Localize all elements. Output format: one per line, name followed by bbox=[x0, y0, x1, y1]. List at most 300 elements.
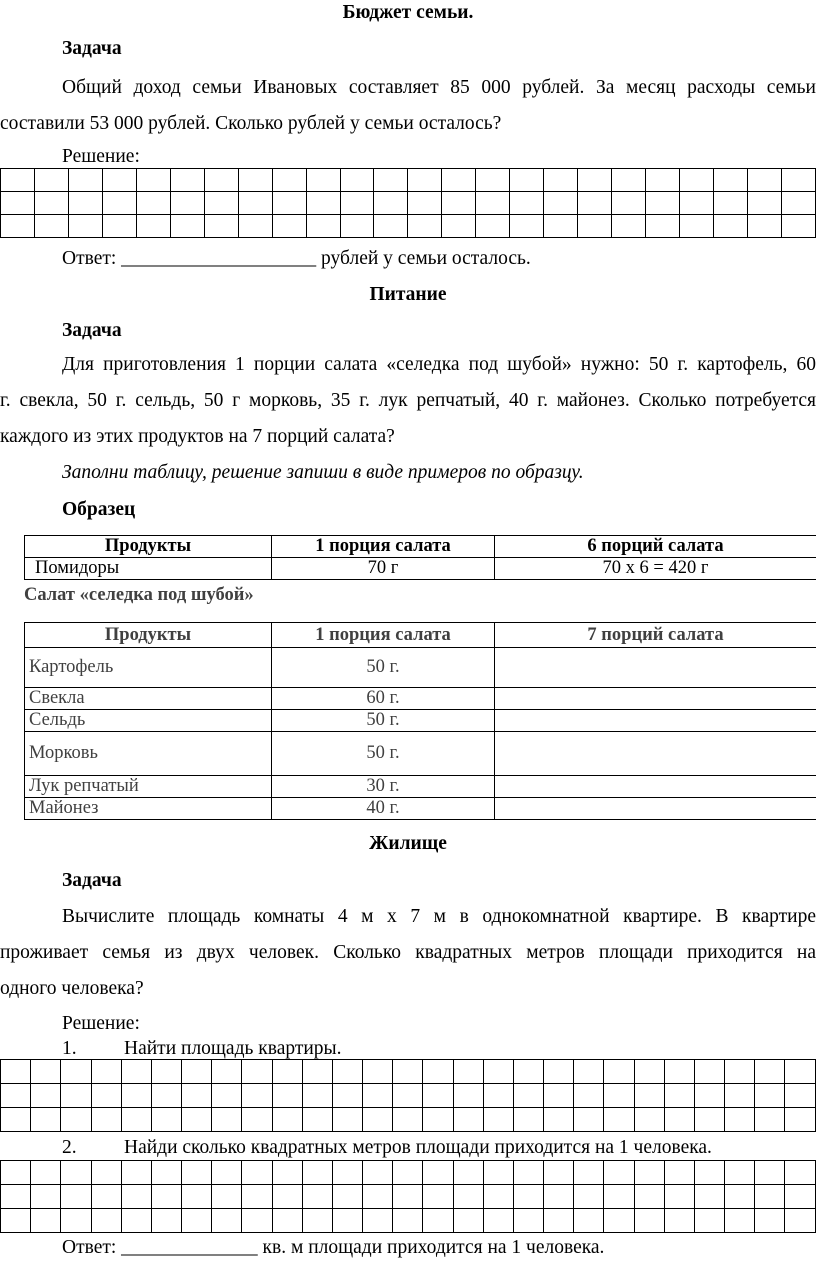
budget-solution-grid[interactable] bbox=[0, 168, 816, 238]
grid-cell[interactable] bbox=[510, 215, 544, 238]
housing-step-1 bbox=[62, 1038, 342, 1060]
housing-problem-line-1: Вычислите площадь комнаты 4 м х 7 м в однокомнатной квартире. В квартире bbox=[62, 906, 816, 927]
grid-cell[interactable] bbox=[755, 1185, 785, 1209]
housing-problem bbox=[0, 899, 816, 1007]
budget-answer-blank[interactable]: ____________________ bbox=[121, 248, 317, 269]
grid-cell[interactable] bbox=[302, 1161, 332, 1185]
table-row bbox=[25, 732, 816, 776]
grid-cell[interactable] bbox=[755, 1108, 785, 1132]
salad-cell-product: Свекла bbox=[25, 688, 272, 710]
grid-cell[interactable] bbox=[170, 192, 204, 215]
grid-cell[interactable] bbox=[151, 1108, 181, 1132]
grid-cell[interactable] bbox=[61, 1108, 91, 1132]
grid-cell[interactable] bbox=[182, 1209, 212, 1233]
grid-cell[interactable] bbox=[1, 192, 35, 215]
grid-cell[interactable] bbox=[363, 1060, 393, 1084]
grid-cell[interactable] bbox=[121, 1108, 151, 1132]
grid-cell[interactable] bbox=[646, 169, 680, 192]
grid-row bbox=[1, 215, 816, 238]
grid-cell[interactable] bbox=[747, 192, 781, 215]
salad-title: Салат «селедка под шубой» bbox=[24, 585, 254, 605]
grid-row bbox=[1, 169, 816, 192]
grid-cell[interactable] bbox=[151, 1084, 181, 1108]
table-row bbox=[25, 648, 816, 688]
grid-cell[interactable] bbox=[68, 192, 102, 215]
grid-cell[interactable] bbox=[714, 215, 748, 238]
salad-cell-product: Картофель bbox=[25, 648, 272, 688]
grid-cell[interactable] bbox=[604, 1060, 634, 1084]
grid-cell[interactable] bbox=[242, 1108, 272, 1132]
salad-cell-portion: 50 г. bbox=[272, 732, 495, 776]
grid-cell[interactable] bbox=[306, 215, 340, 238]
grid-cell[interactable] bbox=[91, 1161, 121, 1185]
grid-cell[interactable] bbox=[182, 1108, 212, 1132]
grid-cell[interactable] bbox=[634, 1185, 664, 1209]
grid-cell[interactable] bbox=[151, 1209, 181, 1233]
grid-cell[interactable] bbox=[725, 1209, 755, 1233]
grid-cell[interactable] bbox=[302, 1060, 332, 1084]
grid-cell[interactable] bbox=[242, 1209, 272, 1233]
grid-cell[interactable] bbox=[393, 1084, 423, 1108]
grid-cell[interactable] bbox=[604, 1209, 634, 1233]
housing-task-label: Задача bbox=[62, 870, 122, 891]
grid-cell[interactable] bbox=[363, 1108, 393, 1132]
grid-row bbox=[1, 192, 816, 215]
grid-cell[interactable] bbox=[453, 1161, 483, 1185]
grid-cell[interactable] bbox=[483, 1060, 513, 1084]
grid-cell[interactable] bbox=[664, 1084, 694, 1108]
grid-cell[interactable] bbox=[483, 1108, 513, 1132]
grid-cell[interactable] bbox=[238, 192, 272, 215]
grid-cell[interactable] bbox=[136, 215, 170, 238]
grid-cell[interactable] bbox=[755, 1161, 785, 1185]
grid-cell[interactable] bbox=[612, 169, 646, 192]
grid-cell[interactable] bbox=[61, 1185, 91, 1209]
salad-cell-portion: 50 г. bbox=[272, 648, 495, 688]
grid-cell[interactable] bbox=[31, 1060, 61, 1084]
grid-cell[interactable] bbox=[102, 215, 136, 238]
grid-cell[interactable] bbox=[755, 1084, 785, 1108]
grid-cell[interactable] bbox=[664, 1209, 694, 1233]
sample-label: Образец bbox=[62, 499, 136, 520]
grid-cell[interactable] bbox=[91, 1185, 121, 1209]
grid-cell[interactable] bbox=[68, 215, 102, 238]
salad-cell-product: Сельдь bbox=[25, 710, 272, 732]
grid-cell[interactable] bbox=[785, 1185, 816, 1209]
grid-cell[interactable] bbox=[423, 1209, 453, 1233]
grid-cell[interactable] bbox=[476, 215, 510, 238]
grid-cell[interactable] bbox=[453, 1084, 483, 1108]
grid-cell[interactable] bbox=[513, 1185, 543, 1209]
grid-cell[interactable] bbox=[121, 1161, 151, 1185]
grid-cell[interactable] bbox=[544, 1060, 574, 1084]
grid-cell[interactable] bbox=[91, 1060, 121, 1084]
grid-row bbox=[1, 1060, 816, 1084]
grid-cell[interactable] bbox=[544, 1108, 574, 1132]
budget-problem-line-1: Общий доход семьи Ивановых составляет 85 000 рублей. За месяц расходы семьи bbox=[62, 77, 816, 98]
housing-title: Жилище bbox=[369, 833, 447, 854]
grid-cell[interactable] bbox=[332, 1108, 362, 1132]
grid-cell[interactable] bbox=[578, 215, 612, 238]
grid-cell[interactable] bbox=[182, 1185, 212, 1209]
grid-cell[interactable] bbox=[212, 1084, 242, 1108]
grid-cell[interactable] bbox=[238, 169, 272, 192]
housing-answer-prefix: Ответ: bbox=[62, 1237, 117, 1258]
grid-cell[interactable] bbox=[785, 1084, 816, 1108]
salad-cell-seven-input[interactable] bbox=[495, 732, 816, 776]
grid-cell[interactable] bbox=[212, 1108, 242, 1132]
grid-cell[interactable] bbox=[121, 1209, 151, 1233]
grid-cell[interactable] bbox=[332, 1060, 362, 1084]
grid-cell[interactable] bbox=[574, 1209, 604, 1233]
grid-cell[interactable] bbox=[694, 1060, 724, 1084]
nutrition-instruction: Заполни таблицу, решение запиши в виде примеров по образцу. bbox=[62, 462, 584, 483]
grid-cell[interactable] bbox=[272, 169, 306, 192]
grid-cell[interactable] bbox=[634, 1108, 664, 1132]
grid-cell[interactable] bbox=[121, 1084, 151, 1108]
grid-cell[interactable] bbox=[612, 192, 646, 215]
grid-cell[interactable] bbox=[408, 169, 442, 192]
grid-cell[interactable] bbox=[340, 215, 374, 238]
grid-cell[interactable] bbox=[272, 192, 306, 215]
budget-answer bbox=[62, 248, 531, 270]
grid-cell[interactable] bbox=[694, 1185, 724, 1209]
grid-cell[interactable] bbox=[1, 1084, 31, 1108]
grid-cell[interactable] bbox=[510, 192, 544, 215]
housing-step-1-grid[interactable] bbox=[0, 1059, 816, 1132]
grid-cell[interactable] bbox=[204, 169, 238, 192]
grid-cell[interactable] bbox=[725, 1185, 755, 1209]
table-row bbox=[25, 798, 816, 820]
sample-header-six-portions: 6 порций салата bbox=[495, 536, 816, 558]
grid-cell[interactable] bbox=[91, 1209, 121, 1233]
grid-cell[interactable] bbox=[1, 169, 35, 192]
grid-cell[interactable] bbox=[1, 1060, 31, 1084]
grid-cell[interactable] bbox=[61, 1060, 91, 1084]
sample-cell-one-portion: 70 г bbox=[272, 558, 495, 580]
grid-cell[interactable] bbox=[510, 169, 544, 192]
grid-cell[interactable] bbox=[363, 1161, 393, 1185]
grid-cell[interactable] bbox=[272, 1185, 302, 1209]
grid-cell[interactable] bbox=[755, 1209, 785, 1233]
grid-cell[interactable] bbox=[151, 1161, 181, 1185]
grid-cell[interactable] bbox=[476, 169, 510, 192]
grid-cell[interactable] bbox=[272, 1060, 302, 1084]
grid-cell[interactable] bbox=[747, 169, 781, 192]
grid-cell[interactable] bbox=[91, 1108, 121, 1132]
grid-cell[interactable] bbox=[1, 1108, 31, 1132]
budget-answer-suffix: рублей у семьи осталось. bbox=[321, 248, 531, 269]
grid-cell[interactable] bbox=[272, 1209, 302, 1233]
grid-cell[interactable] bbox=[332, 1209, 362, 1233]
nutrition-title: Питание bbox=[369, 284, 447, 305]
grid-cell[interactable] bbox=[453, 1108, 483, 1132]
housing-problem-line-3: одного человека? bbox=[0, 978, 144, 999]
grid-cell[interactable] bbox=[393, 1185, 423, 1209]
grid-cell[interactable] bbox=[61, 1209, 91, 1233]
grid-cell[interactable] bbox=[332, 1185, 362, 1209]
grid-cell[interactable] bbox=[151, 1060, 181, 1084]
grid-cell[interactable] bbox=[340, 169, 374, 192]
grid-row bbox=[1, 1209, 816, 1233]
grid-cell[interactable] bbox=[483, 1084, 513, 1108]
grid-cell[interactable] bbox=[136, 192, 170, 215]
grid-cell[interactable] bbox=[242, 1060, 272, 1084]
salad-header-products: Продукты bbox=[25, 623, 272, 648]
grid-cell[interactable] bbox=[544, 192, 578, 215]
salad-cell-seven-input[interactable] bbox=[495, 710, 816, 732]
grid-cell[interactable] bbox=[31, 1185, 61, 1209]
grid-cell[interactable] bbox=[302, 1209, 332, 1233]
grid-cell[interactable] bbox=[574, 1108, 604, 1132]
grid-cell[interactable] bbox=[785, 1060, 816, 1084]
housing-step-2-grid[interactable] bbox=[0, 1160, 816, 1233]
salad-cell-product: Майонез bbox=[25, 798, 272, 820]
grid-cell[interactable] bbox=[332, 1161, 362, 1185]
grid-cell[interactable] bbox=[204, 215, 238, 238]
grid-cell[interactable] bbox=[680, 215, 714, 238]
grid-cell[interactable] bbox=[170, 215, 204, 238]
grid-cell[interactable] bbox=[423, 1185, 453, 1209]
grid-cell[interactable] bbox=[680, 192, 714, 215]
grid-cell[interactable] bbox=[1, 215, 35, 238]
grid-row bbox=[1, 1161, 816, 1185]
grid-cell[interactable] bbox=[182, 1161, 212, 1185]
grid-cell[interactable] bbox=[302, 1185, 332, 1209]
salad-cell-portion: 60 г. bbox=[272, 688, 495, 710]
grid-cell[interactable] bbox=[423, 1161, 453, 1185]
grid-cell[interactable] bbox=[31, 1161, 61, 1185]
salad-cell-seven-input[interactable] bbox=[495, 688, 816, 710]
grid-cell[interactable] bbox=[393, 1161, 423, 1185]
grid-cell[interactable] bbox=[634, 1060, 664, 1084]
nutrition-task-label: Задача bbox=[62, 320, 122, 341]
grid-cell[interactable] bbox=[725, 1084, 755, 1108]
grid-cell[interactable] bbox=[182, 1084, 212, 1108]
grid-cell[interactable] bbox=[332, 1084, 362, 1108]
salad-header-seven-portions: 7 порций салата bbox=[495, 623, 816, 648]
salad-header-one-portion: 1 порция салата bbox=[272, 623, 495, 648]
budget-problem bbox=[0, 70, 816, 142]
grid-cell[interactable] bbox=[694, 1084, 724, 1108]
grid-cell[interactable] bbox=[306, 192, 340, 215]
grid-row bbox=[1, 1084, 816, 1108]
grid-cell[interactable] bbox=[34, 215, 68, 238]
salad-cell-seven-input[interactable] bbox=[495, 648, 816, 688]
grid-cell[interactable] bbox=[393, 1209, 423, 1233]
housing-step-2-text: Найди сколько квадратных метров площади приходится на 1 человека. bbox=[124, 1137, 712, 1158]
grid-cell[interactable] bbox=[136, 169, 170, 192]
grid-cell[interactable] bbox=[31, 1108, 61, 1132]
grid-cell[interactable] bbox=[544, 1185, 574, 1209]
grid-cell[interactable] bbox=[725, 1161, 755, 1185]
grid-cell[interactable] bbox=[408, 192, 442, 215]
grid-cell[interactable] bbox=[212, 1209, 242, 1233]
grid-cell[interactable] bbox=[453, 1209, 483, 1233]
grid-cell[interactable] bbox=[483, 1209, 513, 1233]
grid-cell[interactable] bbox=[513, 1060, 543, 1084]
housing-step-2-number: 2. bbox=[62, 1137, 77, 1158]
grid-cell[interactable] bbox=[272, 1161, 302, 1185]
grid-cell[interactable] bbox=[238, 215, 272, 238]
grid-cell[interactable] bbox=[212, 1060, 242, 1084]
grid-cell[interactable] bbox=[363, 1209, 393, 1233]
grid-cell[interactable] bbox=[242, 1084, 272, 1108]
grid-cell[interactable] bbox=[242, 1161, 272, 1185]
grid-row bbox=[1, 1108, 816, 1132]
grid-cell[interactable] bbox=[714, 192, 748, 215]
grid-cell[interactable] bbox=[513, 1084, 543, 1108]
grid-cell[interactable] bbox=[714, 169, 748, 192]
grid-cell[interactable] bbox=[272, 1108, 302, 1132]
grid-cell[interactable] bbox=[513, 1209, 543, 1233]
grid-cell[interactable] bbox=[306, 169, 340, 192]
salad-cell-seven-input[interactable] bbox=[495, 798, 816, 820]
grid-cell[interactable] bbox=[34, 169, 68, 192]
grid-cell[interactable] bbox=[544, 1084, 574, 1108]
grid-cell[interactable] bbox=[544, 1161, 574, 1185]
grid-cell[interactable] bbox=[453, 1185, 483, 1209]
grid-cell[interactable] bbox=[725, 1060, 755, 1084]
grid-cell[interactable] bbox=[680, 169, 714, 192]
grid-cell[interactable] bbox=[340, 192, 374, 215]
budget-answer-prefix: Ответ: bbox=[62, 248, 117, 269]
grid-cell[interactable] bbox=[634, 1209, 664, 1233]
grid-cell[interactable] bbox=[363, 1185, 393, 1209]
grid-cell[interactable] bbox=[272, 1084, 302, 1108]
grid-cell[interactable] bbox=[664, 1161, 694, 1185]
housing-solution-label: Решение: bbox=[62, 1013, 140, 1034]
grid-cell[interactable] bbox=[785, 1161, 816, 1185]
grid-cell[interactable] bbox=[1, 1209, 31, 1233]
grid-cell[interactable] bbox=[785, 1108, 816, 1132]
grid-cell[interactable] bbox=[182, 1060, 212, 1084]
grid-cell[interactable] bbox=[781, 215, 815, 238]
grid-cell[interactable] bbox=[574, 1161, 604, 1185]
grid-cell[interactable] bbox=[212, 1185, 242, 1209]
grid-cell[interactable] bbox=[423, 1060, 453, 1084]
grid-cell[interactable] bbox=[781, 192, 815, 215]
grid-cell[interactable] bbox=[694, 1209, 724, 1233]
grid-cell[interactable] bbox=[574, 1084, 604, 1108]
nutrition-problem-line-3: каждого из этих продуктов на 7 порций салата? bbox=[0, 426, 395, 447]
grid-cell[interactable] bbox=[664, 1060, 694, 1084]
sample-cell-six-portions: 70 х 6 = 420 г bbox=[495, 558, 816, 580]
grid-cell[interactable] bbox=[408, 215, 442, 238]
housing-step-1-text: Найти площадь квартиры. bbox=[124, 1038, 342, 1059]
grid-cell[interactable] bbox=[664, 1185, 694, 1209]
grid-cell[interactable] bbox=[374, 192, 408, 215]
grid-cell[interactable] bbox=[574, 1185, 604, 1209]
grid-cell[interactable] bbox=[393, 1060, 423, 1084]
grid-cell[interactable] bbox=[374, 215, 408, 238]
grid-cell[interactable] bbox=[423, 1084, 453, 1108]
grid-cell[interactable] bbox=[755, 1060, 785, 1084]
grid-cell[interactable] bbox=[442, 215, 476, 238]
grid-cell[interactable] bbox=[544, 215, 578, 238]
salad-cell-seven-input[interactable] bbox=[495, 776, 816, 798]
grid-cell[interactable] bbox=[121, 1060, 151, 1084]
grid-cell[interactable] bbox=[513, 1108, 543, 1132]
budget-task-label: Задача bbox=[62, 38, 122, 59]
grid-cell[interactable] bbox=[102, 169, 136, 192]
grid-cell[interactable] bbox=[781, 169, 815, 192]
grid-cell[interactable] bbox=[302, 1084, 332, 1108]
grid-cell[interactable] bbox=[604, 1084, 634, 1108]
grid-cell[interactable] bbox=[423, 1108, 453, 1132]
grid-cell[interactable] bbox=[374, 169, 408, 192]
housing-answer-blank[interactable]: ______________ bbox=[121, 1237, 258, 1258]
salad-cell-portion: 30 г. bbox=[272, 776, 495, 798]
grid-cell[interactable] bbox=[646, 192, 680, 215]
grid-cell[interactable] bbox=[513, 1161, 543, 1185]
grid-cell[interactable] bbox=[694, 1161, 724, 1185]
grid-cell[interactable] bbox=[604, 1108, 634, 1132]
grid-cell[interactable] bbox=[604, 1185, 634, 1209]
grid-cell[interactable] bbox=[725, 1108, 755, 1132]
budget-problem-line-2: составили 53 000 рублей. Сколько рублей у семьи осталось? bbox=[0, 113, 502, 134]
grid-cell[interactable] bbox=[646, 215, 680, 238]
grid-cell[interactable] bbox=[785, 1209, 816, 1233]
nutrition-problem bbox=[0, 347, 816, 455]
grid-cell[interactable] bbox=[68, 169, 102, 192]
grid-cell[interactable] bbox=[483, 1161, 513, 1185]
grid-cell[interactable] bbox=[302, 1108, 332, 1132]
grid-cell[interactable] bbox=[664, 1108, 694, 1132]
grid-cell[interactable] bbox=[453, 1060, 483, 1084]
grid-cell[interactable] bbox=[393, 1108, 423, 1132]
grid-cell[interactable] bbox=[61, 1084, 91, 1108]
sample-header-one-portion: 1 порция салата bbox=[272, 536, 495, 558]
grid-cell[interactable] bbox=[204, 192, 238, 215]
grid-cell[interactable] bbox=[170, 169, 204, 192]
grid-cell[interactable] bbox=[1, 1161, 31, 1185]
grid-cell[interactable] bbox=[91, 1084, 121, 1108]
grid-cell[interactable] bbox=[694, 1108, 724, 1132]
grid-cell[interactable] bbox=[61, 1161, 91, 1185]
grid-cell[interactable] bbox=[578, 169, 612, 192]
grid-cell[interactable] bbox=[121, 1185, 151, 1209]
grid-cell[interactable] bbox=[272, 215, 306, 238]
salad-table bbox=[24, 622, 816, 820]
grid-cell[interactable] bbox=[34, 192, 68, 215]
grid-cell[interactable] bbox=[476, 192, 510, 215]
grid-cell[interactable] bbox=[578, 192, 612, 215]
grid-cell[interactable] bbox=[242, 1185, 272, 1209]
grid-cell[interactable] bbox=[31, 1084, 61, 1108]
grid-cell[interactable] bbox=[363, 1084, 393, 1108]
grid-cell[interactable] bbox=[102, 192, 136, 215]
grid-cell[interactable] bbox=[442, 192, 476, 215]
grid-cell[interactable] bbox=[634, 1084, 664, 1108]
grid-cell[interactable] bbox=[612, 215, 646, 238]
grid-cell[interactable] bbox=[151, 1185, 181, 1209]
grid-cell[interactable] bbox=[544, 1209, 574, 1233]
grid-cell[interactable] bbox=[442, 169, 476, 192]
grid-cell[interactable] bbox=[634, 1161, 664, 1185]
grid-cell[interactable] bbox=[483, 1185, 513, 1209]
grid-cell[interactable] bbox=[544, 169, 578, 192]
grid-cell[interactable] bbox=[604, 1161, 634, 1185]
table-row bbox=[25, 776, 816, 798]
grid-cell[interactable] bbox=[31, 1209, 61, 1233]
grid-cell[interactable] bbox=[1, 1185, 31, 1209]
budget-title: Бюджет семьи. bbox=[342, 2, 474, 23]
grid-cell[interactable] bbox=[212, 1161, 242, 1185]
salad-cell-product: Морковь bbox=[25, 732, 272, 776]
grid-cell[interactable] bbox=[574, 1060, 604, 1084]
grid-cell[interactable] bbox=[747, 215, 781, 238]
